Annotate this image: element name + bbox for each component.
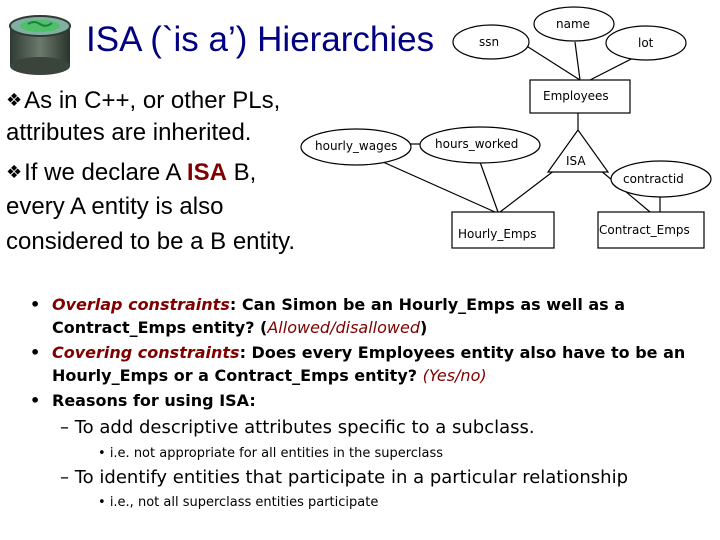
intro-text-3a: If we declare A [24, 159, 187, 186]
subsub-bullet-superclass: • i.e. not appropriate for all entities in the superclass [98, 446, 444, 461]
edge-name-employees [575, 42, 580, 80]
covering-options: (Yes/no) [422, 366, 487, 385]
sub2-detail-text: i.e., not all superclass entities participate [109, 495, 379, 510]
attr-hours-worked-label: hours_worked [435, 137, 519, 151]
entity-contract-emps-label: Contract_Emps [599, 223, 690, 237]
bullet-reasons [30, 389, 720, 412]
attr-lot-label: lot [638, 36, 654, 50]
covering-text-2a: Hourly_Emps or a Contract_Emps entity? [52, 366, 423, 385]
edge-hours-hourly [480, 162, 498, 212]
sub1-detail-text: i.e. not appropriate for all entities in the superclass [109, 446, 444, 461]
bullet-overlap-line1 [52, 293, 625, 316]
intro-line-5: considered to be a B entity. [6, 228, 296, 255]
attr-hourly-wages-label: hourly_wages [315, 139, 398, 153]
intro-text-1: As in C++, or other PLs, [24, 87, 281, 114]
overlap-text: : Can Simon be an Hourly_Emps as well as a [229, 295, 626, 314]
bullet-covering-line1 [52, 341, 685, 364]
covering-text: : Does every Employees entity also have to be an [239, 343, 686, 362]
sub-bullet-descriptive: – To add descriptive attributes specific to a subclass. [60, 417, 535, 438]
bullet-covering [30, 341, 720, 387]
diamond-bullet-icon: ❖ [6, 90, 23, 110]
attr-contractid-label: contractid [623, 172, 684, 186]
overlap-options: Allowed/disallowed [267, 318, 420, 337]
subsub-bullet-participate: • i.e., not all superclass entities participate [98, 495, 379, 510]
edge-isa-hourly [500, 170, 555, 212]
isa-keyword: ISA [186, 159, 227, 186]
intro-text-3c: B, [226, 159, 257, 186]
sub2-text: To identify entities that participate in a particular relationship [74, 467, 628, 488]
page-title: ISA (`is a’) Hierarchies [86, 20, 435, 59]
sub-bullet-relationship: – To identify entities that participate in a particular relationship [60, 467, 628, 488]
intro-line-2: attributes are inherited. [6, 119, 252, 146]
bullet-overlap [30, 293, 720, 339]
isa-label: ISA [566, 154, 586, 168]
bullet-covering-line2 [52, 364, 487, 387]
attr-name-label: name [556, 17, 591, 31]
reasons-text: Reasons for using ISA: [52, 391, 256, 410]
diamond-bullet-icon: ❖ [6, 162, 23, 182]
bullet-dot-icon: • [30, 391, 41, 410]
entity-hourly-emps-label: Hourly_Emps [458, 227, 537, 241]
bullet-dot-icon: • [30, 343, 41, 362]
overlap-term: Overlap constraints [52, 295, 230, 314]
intro-line-4: every A entity is also [6, 193, 224, 220]
bullet-dot-icon: • [30, 295, 41, 314]
sub1-text: To add descriptive attributes specific to a subclass. [74, 417, 535, 438]
bullet-overlap-line2 [52, 316, 427, 339]
overlap-text-2a: Contract_Emps entity? ( [52, 318, 268, 337]
overlap-text-2b: ) [419, 318, 428, 337]
attr-ssn-label: ssn [479, 35, 500, 49]
entity-employees-label: Employees [543, 89, 609, 103]
covering-term: Covering constraints [52, 343, 240, 362]
